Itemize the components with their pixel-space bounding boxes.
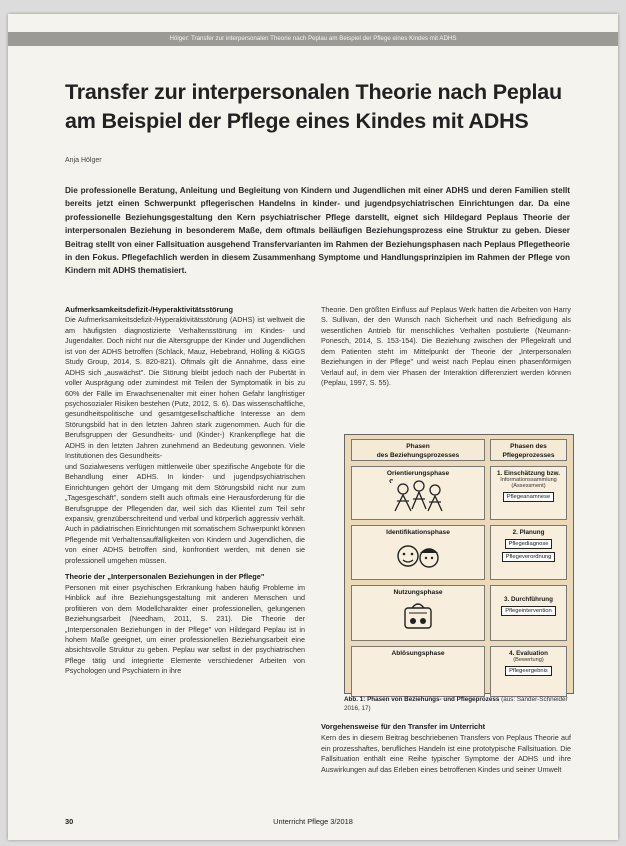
section-heading-theory: Theorie der „Interpersonalen Beziehungen in der Pflege" [65,572,265,582]
step-evaluation [490,646,567,697]
group-figures-icon [383,477,453,515]
title-line-2: am Beispiel der Pflege eines Kindes mit ADHS [65,109,529,133]
step-title: 1. Einschätzung bzw. [496,470,561,477]
step-box: Pflegeanamnese [503,492,555,502]
paragraph: und Sozialwesens verfügen mittlerweile über spezifische Angebote für die Behandlung einer ADHS. In kinder- und jugendpsychiatrischen Einrichtungen gehört der Umgang mit dem Störungsbild nicht nur zum „Tagesgeschäft", sondern stellt auch oftmals eine Herausforderung für die Berufsgruppe der Pflegenden dar, weil sich das Klientel zum Teil sehr expansiv, grenzüberschreitend und verbal und körperlich aggressiv verhält. Auch in pädiatrischen Einrichtungen mit somatischem Schwerpunkt können Pflegende mit Verhaltensauffälligkeiten von Kindern und Jugendlichen, die von einer ADHS betroffen sind, konfrontiert werden, mit denen sie professionell umgehen müssen. [65,461,305,565]
figure-phases [344,434,574,694]
phase-orientation [351,466,485,520]
paragraph: Theorie. Den größten Einfluss auf Peplaus Werk hatten die Arbeiten von Harry S. Sullivan, der den Wunsch nach Sicherheit und nach Befriedigung als wesentlichen Antrieb für menschliches Verhalten postulierte (Neumann-Ponesch, 2014, S. 153-154). Die Beziehung zwischen der Pflegekraft und dem Patienten steht im Mittelpunkt der Theorie der „Interpersonalen Beziehungen in der Pflege" und weist nach Peplau einen phasenförmigen Verlauf auf, in dem vier Phasen der Interaktion differenziert werden können (Peplau, 1997, S. 55). [321,305,571,388]
phase-label: Ablösungsphase [391,650,445,657]
step-box: Pflegeverordnung [502,552,556,562]
phase-utilization [351,585,485,641]
author: Anja Hölger [65,157,102,164]
phase-identification [351,525,485,580]
title-line-1: Transfer zur interpersonalen Theorie nach Peplau [65,80,562,104]
figure-header-right: Phasen des Pflegeprozesses [490,439,567,461]
nursing-process-column [490,439,567,697]
right-column [321,305,571,389]
relationship-phases-column [351,439,485,697]
page-number: 30 [65,817,74,826]
step-sub: (Assessment) [511,483,546,489]
step-box: Pflegediagnose [505,539,553,549]
phase-resolution [351,646,485,697]
caption-bold: Abb. 1: Phasen von Beziehungs- und Pflegeprozess [344,696,500,703]
paragraph: Kern des in diesem Beitrag beschriebenen Transfers von Peplaus Theorie auf ein prozesshaftes, berufliches Handeln ist eine prototypische Fallsituation. Die Fallsituation enthält eine Reihe typischer Symptome der ADHS und ihre Auswirkungen auf das Erleben eines betroffenen Kindes und seiner Umwelt [321,733,571,774]
abstract-text: Die professionelle Beratung, Anleitung und Begleitung von Kindern und Jugendlichen mit einer ADHS und deren Familien stellt bereits jetzt einen Schwerpunkt pflegerischen Handelns in kinder- und jugendpsychiatrischen Einrichtungen dar. Da eine professionelle Beziehungsgestaltung den Kern psychiatrischer Pflege darstellt, eignet sich Hildegard Peplaus Theorie der interpersonalen Beziehung in besonderem Maße, dem oftmals beiläufigen Beziehungsprozess eine Struktur zu geben. Dieser Beitrag stellt von einer Fallsituation ausgehend Transfervarianten im Rahmen der Beziehungsphasen nach Peplaus Pflegetheorie in den Fokus. Pflegefachlich werden in diesem Zusammenhang Symptome und Handlungsprinzipien im Rahmen der Pflege von Kindern mit ADHS thematisiert. [65,186,570,276]
step-title: 4. Evaluation [509,650,548,657]
paragraph: Personen mit einer psychischen Erkrankung haben häufig Probleme im Hinblick auf ihre Beziehungsgestaltung mit anderen Menschen und profitieren von dem Modellcharakter einer professionellen, gelungenen Beziehungsarbeit (Needham, 2011, S. 231). Die Theorie der „Interpersonalen Beziehungen in der Pflege" von Hildegard Peplau ist in hohem Maße geeignet, um einer professionellen Beziehungsarbeit eine absichtsvolle Struktur zu geben. Peplau war selbst in der psychiatrischen Pflege tätig und integrierte Elemente verschiedener Arbeiten von Psychologen und Psychiatern in ihre [65,582,305,676]
step-sub: (Bewertung) [513,657,544,663]
right-column-bottom [321,722,571,775]
phase-label: Nutzungsphase [393,589,443,596]
figure-header-left: Phasen des Beziehungsprozesses [351,439,485,461]
paragraph: Die Aufmerksamkeitsdefizit-/Hyperaktivitätsstörung (ADHS) ist weltweit die am häufigsten diagnostizierte Verhaltensstörung im Kindes- und Jugendalter. Doch nicht nur die Altersgruppe der Kinder und Jugendlichen ist von der ADHS betroffen (Schlack, Mauz, Hebebrand, Hölling & KiGGS Study Group, 2014, S. 820-821). Oftmals gilt die Annahme, dass eine ADHS sich „auswächst". Die Störung bleibt jedoch nach der Pubertät in voller Ausprägung oder zumindest mit Teilen der Symptomatik in bis zu 60% der Fälle im Erwachsenenalter mit einer hohen Gefahr langfristiger psychosozialer Risiken bestehen (Putz, 2012, S. 6). Das wissenschaftliche, gesundheitspolitische und gesamtgesellschaftliche Interesse an dem Störungsbild hat in den letzten Jahren stark zugenommen. Auch für die Berufsgruppen der Gesundheits- und (Kinder-) Krankenpflege hat die ADHS in den letzten Jahren zunehmend an Bedeutung gewonnen. Viele Institutionen des Gesundheits- [65,315,305,461]
step-box: Pflegeergebnis [505,666,552,676]
phase-label: Identifikationsphase [386,529,450,536]
phase-label: Orientierungsphase [386,470,450,477]
step-title: 2. Planung [512,529,545,536]
faces-icon [383,536,453,574]
journal-name: Unterricht Pflege 3/2018 [273,817,353,826]
abstract [65,184,570,278]
left-column [65,305,305,677]
step-assessment [490,466,567,520]
figure-caption [344,695,572,713]
step-planning [490,525,567,580]
journal-page [8,14,618,840]
caption-rest: (aus: Sander-Schneider 2016, 17) [344,696,568,712]
section-heading-procedure: Vorgehensweise für den Transfer im Unterricht [321,722,486,731]
running-header: Hölger: Transfer zur interpersonalen Theorie nach Peplau am Beispiel der Pflege eines Kindes mit ADHS [8,32,618,46]
step-box: Pflegeintervention [501,606,555,616]
section-heading-adhs: Aufmerksamkeitsdefizit-/Hyperaktivitätsstörung [65,305,233,314]
article-title [65,78,575,136]
step-title: 3. Durchführung [504,596,553,603]
step-implementation [490,585,567,641]
toolbag-icon [383,596,453,634]
step-sub: Informationssammlung [500,477,557,483]
